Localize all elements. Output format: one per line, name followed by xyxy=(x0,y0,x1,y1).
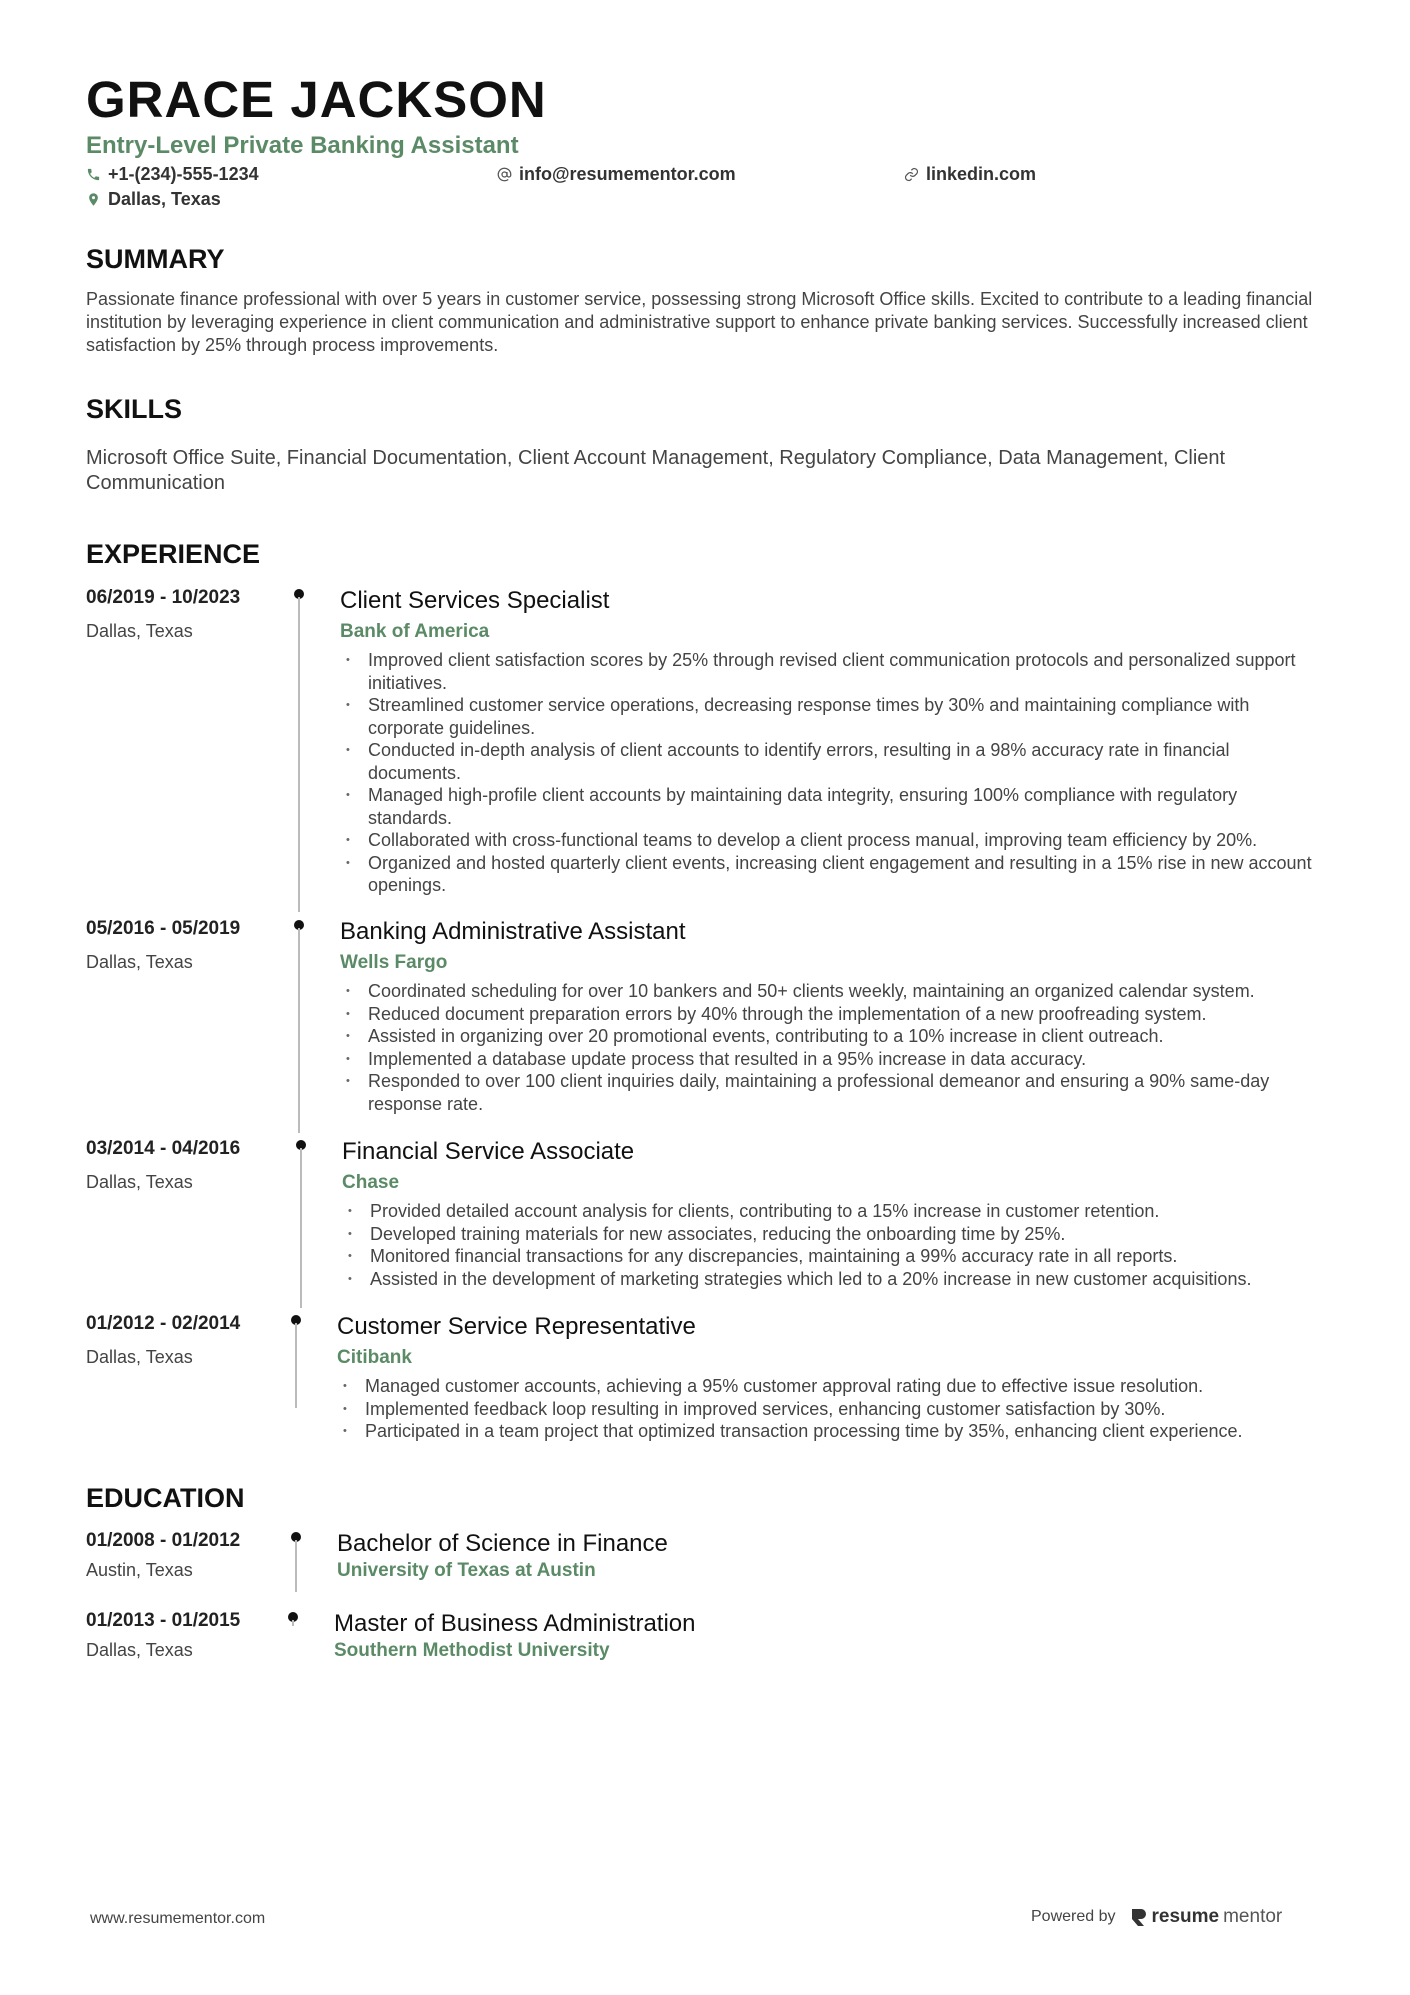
job-company: Bank of America xyxy=(340,621,490,642)
edu-degree: Bachelor of Science in Finance xyxy=(337,1530,668,1557)
job-company: Chase xyxy=(342,1172,400,1193)
job-dates: 06/2019 - 10/2023 xyxy=(86,587,241,608)
resumementor-logo[interactable] xyxy=(1130,1906,1283,1928)
job-company: Citibank xyxy=(337,1347,412,1368)
timeline-line xyxy=(298,597,300,912)
timeline-line xyxy=(295,1540,297,1592)
list-item: • Provided detailed account analysis for clients, contributing to a 15% increase in customer retention. xyxy=(342,1200,1327,1223)
list-item: • Streamlined customer service operations, decreasing response times by 30% and maintaining compliance with corporate guidelines. xyxy=(340,694,1325,739)
link-icon xyxy=(904,167,919,182)
list-item: • Managed high-profile client accounts by maintaining data integrity, ensuring 100% compliance with regulatory standards. xyxy=(340,784,1325,829)
resumementor-logo-icon xyxy=(1130,1907,1148,1927)
list-item: • Organized and hosted quarterly client events, increasing client engagement and resulting in a 15% rise in new account openings. xyxy=(340,852,1325,897)
list-item: • Assisted in organizing over 20 promotional events, contributing to a 10% increase in client outreach. xyxy=(340,1025,1325,1048)
job-bullets xyxy=(340,649,1325,897)
timeline-line xyxy=(295,1323,297,1408)
job-location: Dallas, Texas xyxy=(86,1172,193,1192)
list-item: • Coordinated scheduling for over 10 bankers and 50+ clients weekly, maintaining an organized calendar system. xyxy=(340,980,1325,1003)
education-entry xyxy=(86,1530,1336,1590)
list-item: • Monitored financial transactions for any discrepancies, maintaining a 99% accuracy rate in all reports. xyxy=(342,1245,1327,1268)
experience-heading: EXPERIENCE xyxy=(86,539,261,569)
list-item: • Implemented a database update process that resulted in a 95% increase in data accuracy. xyxy=(340,1048,1325,1071)
job-bullets xyxy=(337,1375,1322,1443)
job-role: Financial Service Associate xyxy=(342,1138,635,1165)
edu-school: University of Texas at Austin xyxy=(337,1560,596,1581)
powered-by-text: Powered by xyxy=(1031,1908,1116,1925)
experience-entry xyxy=(86,1138,1336,1308)
timeline-line xyxy=(298,928,300,1133)
job-role: Customer Service Representative xyxy=(337,1313,696,1340)
job-dates: 03/2014 - 04/2016 xyxy=(86,1138,241,1159)
edu-location: Austin, Texas xyxy=(86,1560,193,1580)
edu-school: Southern Methodist University xyxy=(334,1640,610,1661)
list-item: • Responded to over 100 client inquiries daily, maintaining a professional demeanor and ensuring a 90% same-day response rate. xyxy=(340,1070,1325,1115)
timeline-line xyxy=(300,1148,302,1308)
footer-branding xyxy=(1031,1906,1282,1928)
job-company: Wells Fargo xyxy=(340,952,448,973)
edu-degree: Master of Business Administration xyxy=(334,1610,696,1637)
job-location: Dallas, Texas xyxy=(86,1347,193,1367)
job-dates: 01/2012 - 02/2014 xyxy=(86,1313,241,1334)
map-pin-icon xyxy=(86,192,101,207)
job-role: Client Services Specialist xyxy=(340,587,610,614)
list-item: • Improved client satisfaction scores by 25% through revised client communication protocols and personalized support initiatives. xyxy=(340,649,1325,694)
edu-dates: 01/2013 - 01/2015 xyxy=(86,1610,241,1631)
list-item: • Developed training materials for new associates, reducing the onboarding time by 25%. xyxy=(342,1223,1327,1246)
list-item: • Collaborated with cross-functional teams to develop a client process manual, improving team efficiency by 20%. xyxy=(340,829,1325,852)
edu-location: Dallas, Texas xyxy=(86,1640,193,1660)
phone-icon xyxy=(86,167,101,182)
edu-dates: 01/2008 - 01/2012 xyxy=(86,1530,241,1551)
job-location: Dallas, Texas xyxy=(86,952,193,972)
list-item: • Assisted in the development of marketing strategies which led to a 20% increase in new customer acquisitions. xyxy=(342,1268,1327,1291)
linkedin-contact[interactable] xyxy=(904,164,1036,185)
logo-text-part2: mentor xyxy=(1223,1906,1283,1927)
experience-entry xyxy=(86,587,1336,912)
job-location: Dallas, Texas xyxy=(86,621,193,641)
candidate-title: Entry-Level Private Banking Assistant xyxy=(86,132,519,159)
email-contact[interactable] xyxy=(497,164,736,185)
linkedin-text: linkedin.com xyxy=(926,164,1037,184)
list-item: • Implemented feedback loop resulting in improved services, enhancing customer satisfaction by 30%. xyxy=(337,1398,1322,1421)
at-sign-icon xyxy=(497,167,512,182)
job-dates: 05/2016 - 05/2019 xyxy=(86,918,241,939)
summary-heading: SUMMARY xyxy=(86,244,225,274)
list-item: • Managed customer accounts, achieving a 95% customer approval rating due to effective issue resolution. xyxy=(337,1375,1322,1398)
footer-website[interactable]: www.resumementor.com xyxy=(90,1910,266,1927)
experience-entry xyxy=(86,1313,1336,1453)
education-heading: EDUCATION xyxy=(86,1483,245,1513)
education-entry xyxy=(86,1610,1336,1670)
skills-text: Microsoft Office Suite, Financial Documentation, Client Account Management, Regulatory Compliance, Data Management, Client Communication xyxy=(86,447,1226,494)
summary-text: Passionate finance professional with over 5 years in customer service, possessing strong Microsoft Office skills. Excited to contribute to a leading financial institution by leveraging experience in client communication and administrative support to enhance private banking services. Successfully increased client satisfaction by 25% through process improvements. xyxy=(86,289,1313,355)
logo-text-part1: resume xyxy=(1151,1906,1220,1927)
job-role: Banking Administrative Assistant xyxy=(340,918,686,945)
phone-contact[interactable] xyxy=(86,164,259,185)
list-item: • Participated in a team project that optimized transaction processing time by 35%, enhancing client experience. xyxy=(337,1420,1322,1443)
phone-text: +1-(234)-555-1234 xyxy=(108,164,259,184)
job-bullets xyxy=(342,1200,1327,1290)
candidate-name: GRACE JACKSON xyxy=(86,71,547,128)
skills-heading: SKILLS xyxy=(86,394,183,424)
list-item: • Reduced document preparation errors by 40% through the implementation of a new proofreading system. xyxy=(340,1003,1325,1026)
email-text: info@resumementor.com xyxy=(519,164,736,184)
experience-entry xyxy=(86,918,1336,1128)
timeline-line xyxy=(292,1620,294,1626)
job-bullets xyxy=(340,980,1325,1115)
location-text: Dallas, Texas xyxy=(108,189,221,209)
location-contact xyxy=(86,189,221,210)
list-item: • Conducted in-depth analysis of client accounts to identify errors, resulting in a 98% accuracy rate in financial documents. xyxy=(340,739,1325,784)
